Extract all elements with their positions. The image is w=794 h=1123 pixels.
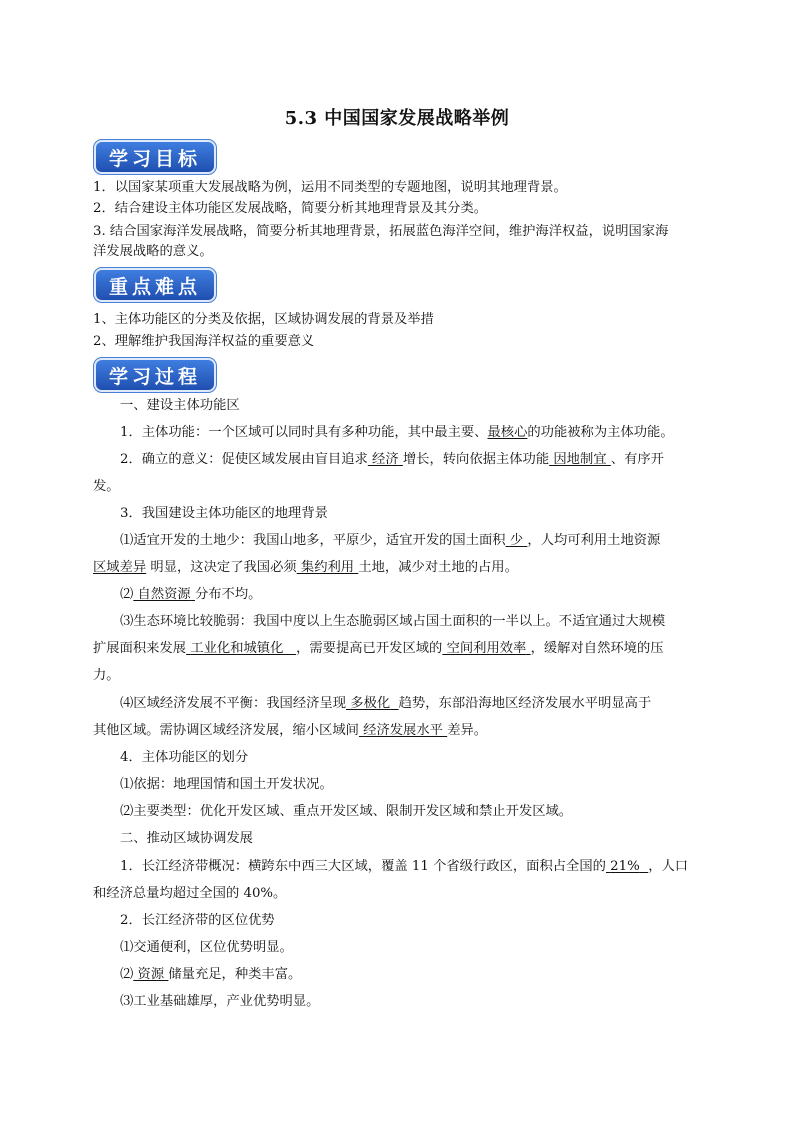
section-heading: 二、推动区域协调发展 — [120, 831, 253, 846]
goal-item: 3. 结合国家海洋发展战略，简要分析其地理背景，拓展蓝色海洋空间，维护海洋权益，说明国家海 — [93, 224, 669, 239]
paragraph: ⑶工业基础雄厚，产业优势明显。 — [120, 994, 320, 1009]
paragraph: 1．长江经济带概况：横跨东中西三大区域，覆盖 11 个省级行政区，面积占全国的 21% ，人口 — [120, 859, 689, 874]
paragraph: ⑷区域经济发展不平衡：我国经济呈现 多极化 趋势，东部沿海地区经济发展水平明显高于 — [120, 696, 652, 711]
goal-item-continued: 洋发展战略的意义。 — [93, 244, 213, 259]
paragraph: 3．我国建设主体功能区的地理背景 — [120, 506, 328, 521]
answer-blank: 资源 — [137, 967, 165, 982]
page-title: 5.3 中国国家发展战略举例 — [284, 108, 510, 129]
key-points-badge: 重点难点 — [96, 270, 214, 300]
key-point-item: 1、主体功能区的分类及依据，区域协调发展的背景及举措 — [93, 312, 434, 327]
paragraph: ⑴适宜开发的土地少：我国山地多，平原少，适宜开发的国土面积 少 ，人均可利用土地资源 — [120, 533, 661, 548]
answer-blank: 经济发展水平 — [363, 723, 443, 738]
paragraph: ⑵ 资源 储量充足，种类丰富。 — [120, 967, 302, 982]
answer-blank: 多极化 — [350, 696, 391, 711]
answer-blank: 因地制宜 — [553, 452, 607, 467]
answer-blank: 少 — [509, 533, 524, 548]
goal-item: 2．结合建设主体功能区发展战略，简要分析其地理背景及其分类。 — [93, 201, 488, 216]
paragraph: ⑵主要类型：优化开发区域、重点开发区域、限制开发区域和禁止开发区域。 — [120, 804, 573, 819]
answer-blank: 最核心 — [487, 425, 528, 440]
paragraph-continued: 和经济总量均超过全国的 40%。 — [93, 886, 287, 901]
paragraph-continued: 其他区域。需协调区域经济发展，缩小区域间 经济发展水平 差异。 — [93, 723, 488, 738]
answer-blank: 21% — [610, 859, 640, 874]
answer-blank: 集约利用 — [300, 560, 355, 575]
learning-goals-badge: 学习目标 — [96, 142, 214, 172]
paragraph-continued: 扩展面积来发展 工业化和城镇化 ，需要提高已开发区域的 空间利用效率 ，缓解对自然环境的压 — [93, 641, 664, 656]
section-heading: 一、建设主体功能区 — [120, 398, 240, 413]
paragraph: 2．确立的意义：促使区域发展由盲目追求 经济 增长，转向依据主体功能 因地制宜 、有序开 — [120, 452, 664, 467]
paragraph-continued: 发。 — [93, 479, 120, 494]
paragraph: 2．长江经济带的区位优势 — [120, 913, 275, 928]
paragraph: 4．主体功能区的划分 — [120, 750, 249, 765]
learning-process-badge: 学习过程 — [96, 360, 214, 390]
goal-item: 1．以国家某项重大发展战略为例，运用不同类型的专题地图，说明其地理背景。 — [93, 180, 567, 195]
paragraph-continued: 力。 — [93, 668, 120, 683]
paragraph: 1．主体功能：一个区域可以同时具有多种功能，其中最主要、最核心的功能被称为主体功能。 — [120, 425, 674, 440]
answer-blank: 区域差异 — [93, 560, 147, 575]
paragraph-continued: 区域差异 明显，这决定了我国必须 集约利用 土地，减少对土地的占用。 — [93, 560, 518, 575]
answer-blank: 经济 — [372, 452, 399, 467]
paragraph: ⑵ 自然资源 分布不均。 — [120, 587, 262, 602]
answer-blank: 空间利用效率 — [446, 641, 527, 656]
answer-blank: 自然资源 — [137, 587, 191, 602]
key-point-item: 2、理解维护我国海洋权益的重要意义 — [93, 334, 315, 349]
paragraph: ⑶生态环境比较脆弱：我国中度以上生态脆弱区域占国土面积的一半以上。不适宜通过大规模 — [120, 614, 666, 629]
paragraph: ⑴交通便利，区位优势明显。 — [120, 940, 293, 955]
answer-blank: 工业化和城镇化 — [190, 641, 284, 656]
paragraph: ⑴依据：地理国情和国土开发状况。 — [120, 777, 333, 792]
